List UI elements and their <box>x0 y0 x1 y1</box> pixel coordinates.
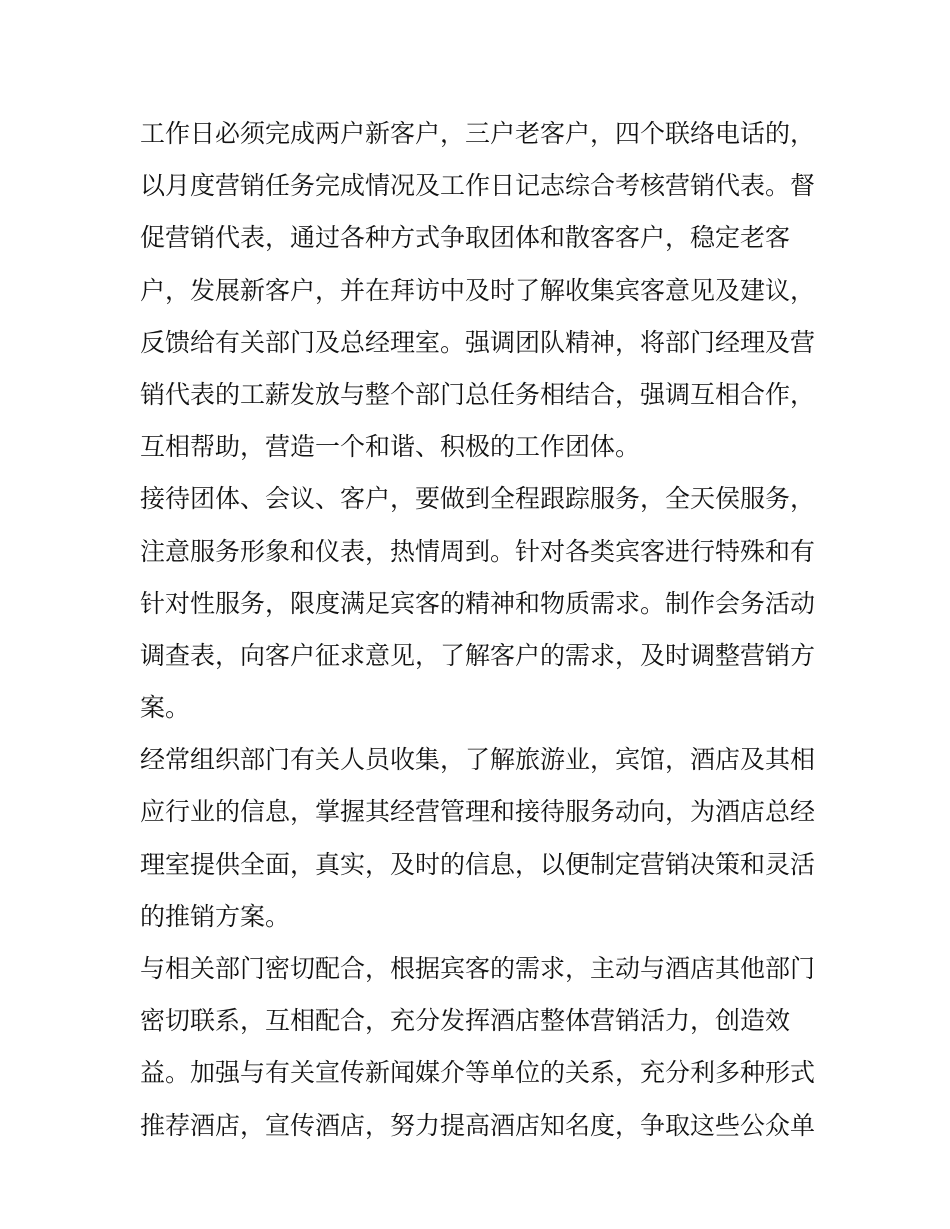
text-line-3: 促营销代表，通过各种方式争取团体和散客客户，稳定老客 <box>140 223 791 253</box>
text-line-18: 密切联系，互相配合，充分发挥酒店整体营销活力，创造效 <box>140 1006 791 1036</box>
text-line-19: 益。加强与有关宣传新闻媒介等单位的关系，充分利多种形式 <box>140 1058 816 1088</box>
text-line-11: 调查表，向客户征求意见，了解客户的需求，及时调整营销方 <box>140 640 816 670</box>
text-line-7: 互相帮助，营造一个和谐、积极的工作团体。 <box>140 432 641 462</box>
text-line-17: 与相关部门密切配合，根据宾客的需求，主动与酒店其他部门 <box>140 954 816 983</box>
text-line-15: 理室提供全面，真实，及时的信息，以便制定营销决策和灵活 <box>140 849 816 879</box>
text-line-9: 注意服务形象和仪表，热情周到。针对各类宾客进行特殊和有 <box>140 536 816 566</box>
text-line-1: 工作日必须完成两户新客户，三户老客户，四个联络电话的， <box>140 119 816 148</box>
text-line-10: 针对性服务，限度满足宾客的精神和物质需求。制作会务活动 <box>140 588 816 618</box>
body-text <box>140 108 820 1152</box>
text-line-12: 案。 <box>140 693 191 723</box>
text-line-20: 推荐酒店，宣传酒店，努力提高酒店知名度，争取这些公众单 <box>140 1110 816 1140</box>
text-line-5: 反馈给有关部门及总经理室。强调团队精神，将部门经理及营 <box>140 327 816 357</box>
text-line-6: 销代表的工薪发放与整个部门总任务相结合，强调互相合作， <box>140 379 816 409</box>
text-line-4: 户，发展新客户，并在拜访中及时了解收集宾客意见及建议， <box>140 275 816 305</box>
text-line-16: 的推销方案。 <box>140 901 291 931</box>
text-line-8: 接待团体、会议、客户，要做到全程跟踪服务，全天侯服务， <box>140 484 816 514</box>
text-line-13: 经常组织部门有关人员收集，了解旅游业，宾馆，酒店及其相 <box>140 745 816 775</box>
text-line-14: 应行业的信息，掌握其经营管理和接待服务动向，为酒店总经 <box>140 797 816 827</box>
text-line-2: 以月度营销任务完成情况及工作日记志综合考核营销代表。督 <box>140 171 816 201</box>
